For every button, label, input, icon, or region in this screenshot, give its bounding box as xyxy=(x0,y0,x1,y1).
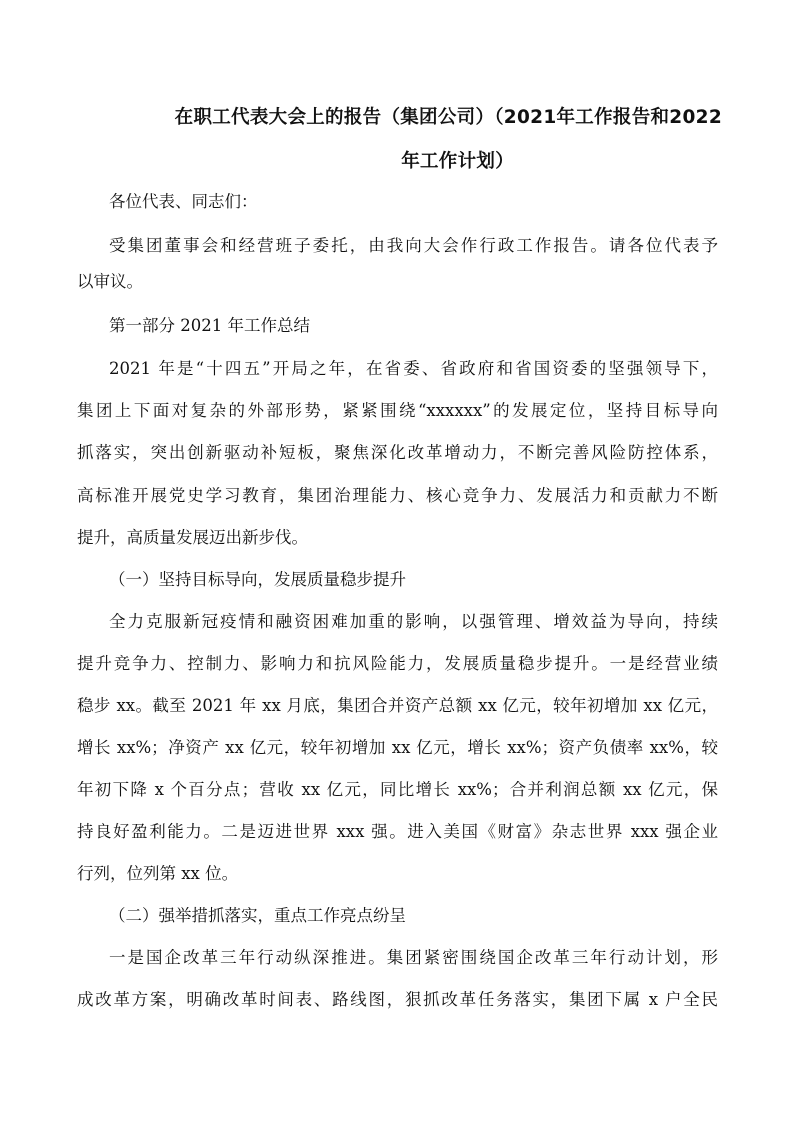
paragraph-line: 提升竞争力、控制力、影响力和抗风险能力，发展质量稳步提升。一是经营业绩 xyxy=(77,654,718,673)
greeting: 各位代表、同志们： xyxy=(109,192,258,211)
paragraph-line: 成改革方案，明确改革时间表、路线图，狠抓改革任务落实，集团下属 x 户全民 xyxy=(77,990,718,1009)
paragraph-line: 年初下降 x 个百分点；营收 xx 亿元，同比增长 xx%；合并利润总额 xx 亿元，保 xyxy=(77,780,718,799)
paragraph-line: 行列，位列第 xx 位。 xyxy=(77,864,239,883)
section-heading: （一）坚持目标导向，发展质量稳步提升 xyxy=(109,570,406,589)
paragraph-line: 集团上下面对复杂的外部形势，紧紧围绕“xxxxxx”的发展定位，坚持目标导向 xyxy=(77,401,718,420)
title-line-1: 在职工代表大会上的报告（集团公司）（2021年工作报告和2022 xyxy=(174,107,722,128)
paragraph-line: 持良好盈利能力。二是迈进世界 xxx 强。进入美国《财富》杂志世界 xxx 强企业 xyxy=(77,822,718,841)
paragraph-line: 高标准开展党史学习教育，集团治理能力、核心竞争力、发展活力和贡献力不断 xyxy=(77,486,718,505)
paragraph-line: 稳步 xx。截至 2021 年 xx 月底，集团合并资产总额 xx 亿元，较年初增加 xx 亿元， xyxy=(77,696,718,715)
section-heading: （二）强举措抓落实，重点工作亮点纷呈 xyxy=(109,906,406,925)
paragraph-line: 提升，高质量发展迈出新步伐。 xyxy=(77,528,308,547)
paragraph-line: 以审议。 xyxy=(77,272,143,291)
title-line-2: 年工作计划） xyxy=(401,151,514,172)
paragraph-line: 2021 年是“十四五”开局之年，在省委、省政府和省国资委的坚强领导下， xyxy=(109,359,718,378)
paragraph-line: 受集团董事会和经营班子委托，由我向大会作行政工作报告。请各位代表予 xyxy=(109,236,718,255)
paragraph-line: 全力克服新冠疫情和融资困难加重的影响，以强管理、增效益为导向，持续 xyxy=(109,612,718,631)
document-title xyxy=(110,96,722,184)
paragraph-line: 抓落实，突出创新驱动补短板，聚焦深化改革增动力，不断完善风险防控体系， xyxy=(77,443,718,462)
paragraph-line: 一是国企改革三年行动纵深推进。集团紧密围绕国企改革三年行动计划，形 xyxy=(109,948,718,967)
part-heading: 第一部分 2021 年工作总结 xyxy=(109,316,310,335)
paragraph-line: 增长 xx%；净资产 xx 亿元，较年初增加 xx 亿元，增长 xx%；资产负债率 xx%，较 xyxy=(77,738,718,757)
